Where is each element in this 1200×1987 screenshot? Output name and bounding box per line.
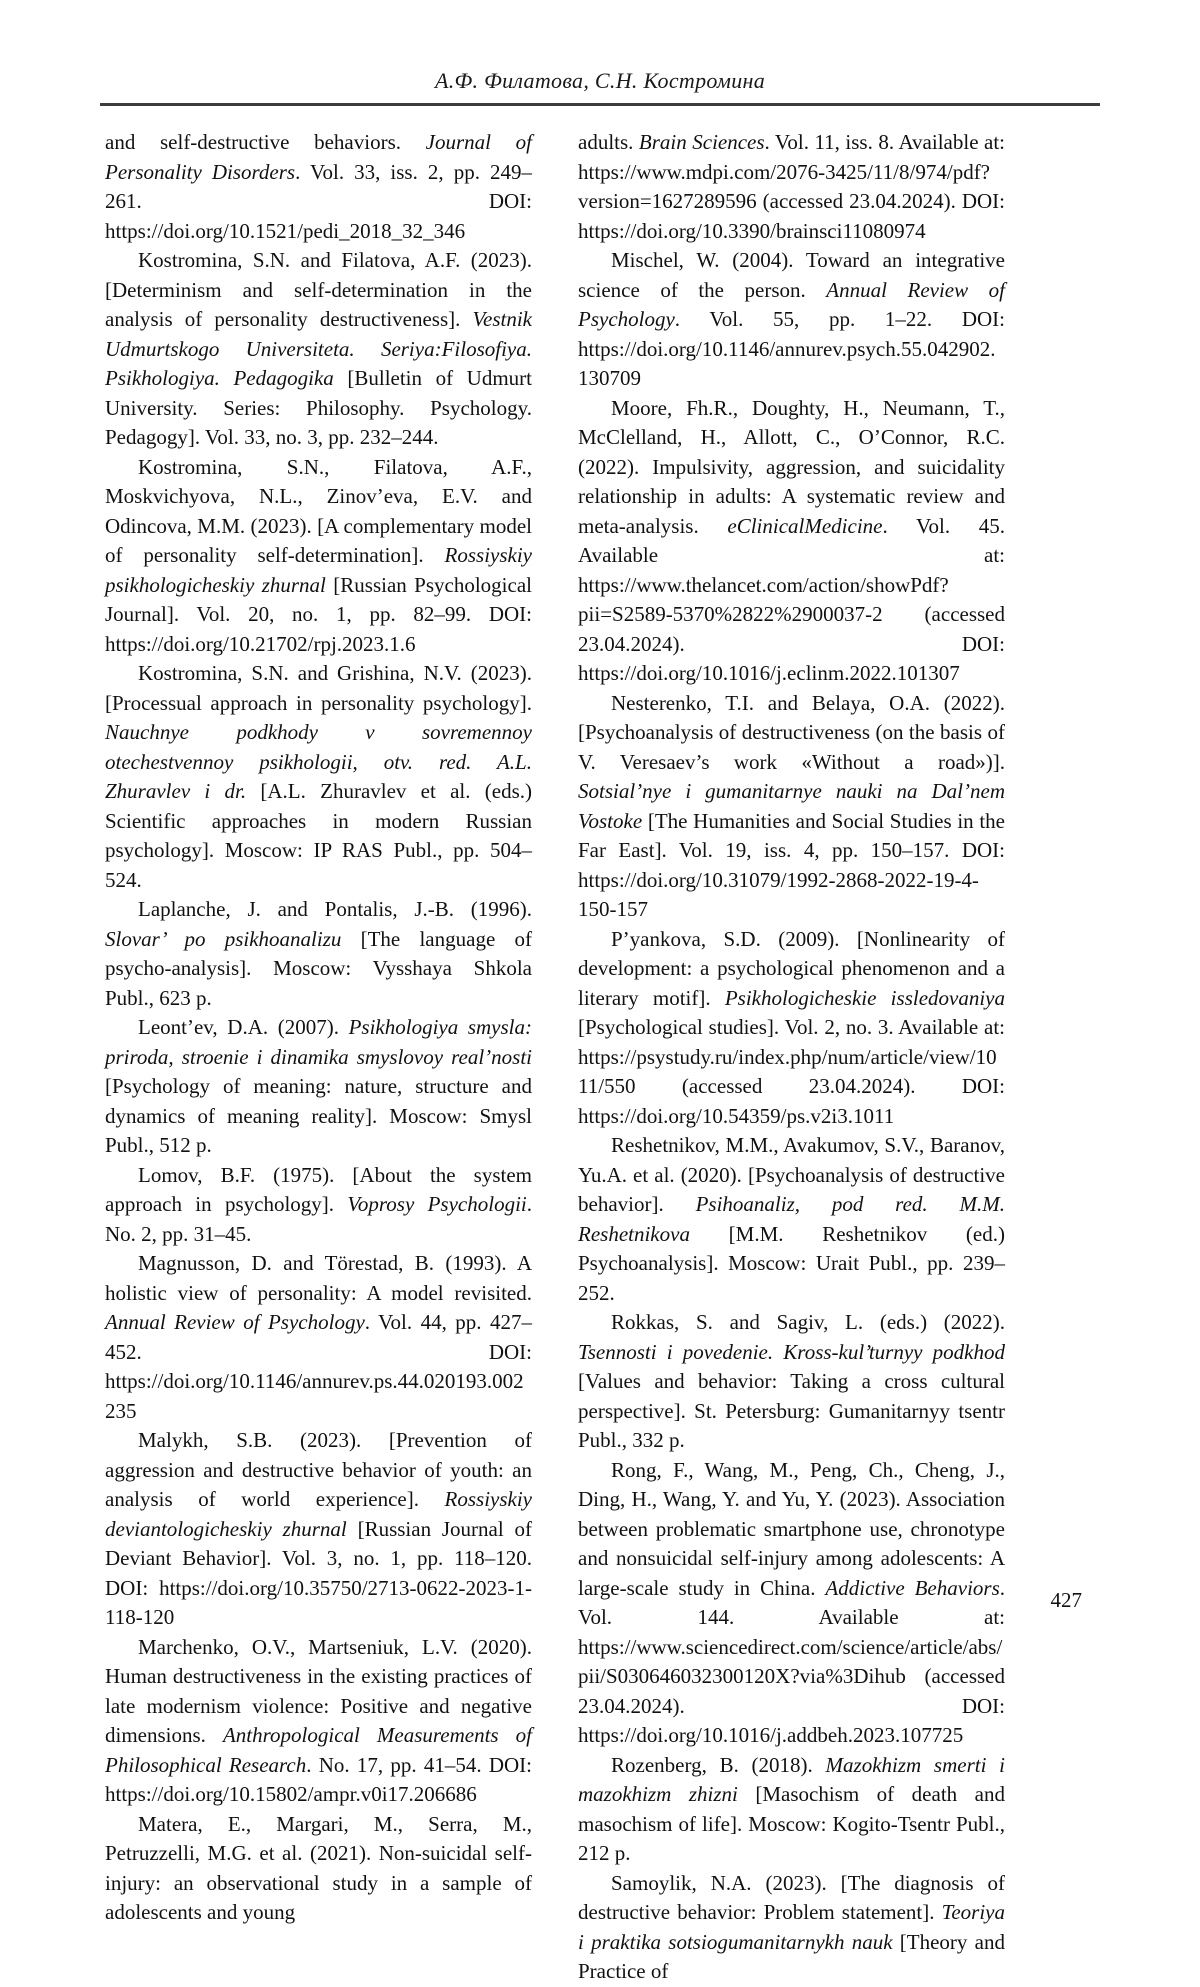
reference-title-italic: eClinicalMedicine xyxy=(727,513,883,538)
reference-text: Lomov, B.F. (1975). [About the system approach in psychology]. xyxy=(105,1162,532,1216)
reference-text: [Russian Journal of Deviant Behavior]. Vol. 3, no. 1, pp. 118–120. DOI: https://doi.org/10.35750/2713-0622-2023-1-118-120 xyxy=(105,1516,532,1629)
reference-title-italic: Nauchnye podkhody v sovremennoy otechestvennoy psikhologii, otv. red. A.L. Zhuravlev i dr. xyxy=(105,720,532,803)
reference-entry xyxy=(578,128,1005,246)
reference-columns xyxy=(105,128,1106,1987)
reference-text: . Vol. 33, iss. 2, pp. 249–261. DOI: https://doi.org/10.1521/pedi_2018_32_346 xyxy=(105,159,532,243)
reference-text: [The Humanities and Social Studies in the Far East]. Vol. 19, iss. 4, pp. 150–157. DOI: https://doi.org/10.31079/1992-2868-2022-19-4-150-157 xyxy=(578,808,1005,921)
reference-text: adults. xyxy=(578,130,639,154)
reference-entry xyxy=(105,1810,532,1928)
reference-text: Matera, E., Margari, M., Serra, M., Petruzzelli, M.G. et al. (2021). Non-suicidal self-injury: an observational study in a sample of adolescents and young xyxy=(105,1811,532,1924)
reference-title-italic: Anthropological Measurements of Philosophical Research xyxy=(105,1723,532,1777)
reference-title-italic: Brain Sciences xyxy=(638,130,765,154)
reference-text: [Bulletin of Udmurt University. Series: Philosophy. Psychology. Pedagogy]. Vol. 33, no. 3, pp. 232–244. xyxy=(105,366,532,449)
reference-text: [M.M. Reshetnikov (ed.) Psychoanalysis]. Moscow: Urait Publ., pp. 239–252. xyxy=(578,1221,1005,1305)
reference-text: Reshetnikov, M.M., Avakumov, S.V., Baranov, Yu.A. et al. (2020). [Psychoanalysis of destructive behavior]. xyxy=(578,1133,1005,1216)
reference-title-italic: Vestnik Udmurtskogo Universiteta. Seriya:Filosofiya. Psikhologiya. Pedagogika xyxy=(105,307,532,390)
reference-text: [Masochism of death and masochism of life]. Moscow: Kogito-Tsentr Publ., 212 p. xyxy=(578,1782,1005,1865)
reference-text: [Psychology of meaning: nature, structure and dynamics of meaning reality]. Moscow: Smysl Publ., 512 p. xyxy=(105,1074,532,1157)
reference-text: Mischel, W. (2004). Toward an integrative science of the person. xyxy=(578,248,1005,302)
reference-text: P’yankova, S.D. (2009). [Nonlinearity of development: a psychological phenomenon and a literary motif]. xyxy=(578,926,1005,1010)
reference-text: Malykh, S.B. (2023). [Prevention of aggression and destructive behavior of youth: an analysis of world experience]. xyxy=(105,1428,532,1511)
reference-text: [Values and behavior: Taking a cross cultural perspective]. St. Petersburg: Gumanitarnyy tsentr Publ., 332 p. xyxy=(578,1369,1005,1452)
reference-entry xyxy=(578,1131,1005,1308)
reference-text: . Vol. 11, iss. 8. Available at: https://www.mdpi.com/2076-3425/11/8/974/pdf?version=1627289596 (accessed 23.04.2024). DOI: https://doi.org/10.3390/brainsci11080974 xyxy=(578,130,1006,243)
reference-text: Kostromina, S.N., Filatova, A.F., Moskvichyova, N.L., Zinov’eva, E.V. and Odincova, M.M. (2023). [A complementary model of personality self-determination]. xyxy=(105,454,532,567)
reference-text: Rong, F., Wang, M., Peng, Ch., Cheng, J., Ding, H., Wang, Y. and Yu, Y. (2023). Association between problematic smartphone use, chronotype and nonsuicidal self-injury among adolescents: A large-scale study in China. xyxy=(578,1457,1005,1600)
reference-text: . Vol. 44, pp. 427–452. DOI: https://doi.org/10.1146/annurev.ps.44.020193.002235 xyxy=(105,1310,532,1423)
reference-entry xyxy=(578,1869,1005,1987)
page-number: 427 xyxy=(1050,1588,1082,1612)
reference-entry xyxy=(105,659,532,895)
reference-text: . Vol. 55, pp. 1–22. DOI: https://doi.org/10.1146/annurev.psych.55.042902.130709 xyxy=(578,307,1005,390)
reference-title-italic: Psikhologiya smysla: priroda, stroenie i dinamika smyslovoy real’nosti xyxy=(105,1015,532,1069)
reference-entry xyxy=(105,895,532,1013)
reference-entry xyxy=(578,1751,1005,1869)
reference-title-italic: Journal of Personality Disorders xyxy=(105,130,532,184)
reference-entry xyxy=(578,689,1005,925)
reference-entry xyxy=(578,1308,1005,1456)
reference-text: Kostromina, S.N. and Grishina, N.V. (2023). [Processual approach in personality psychology]. xyxy=(105,661,532,715)
reference-text: [Russian Psychological Journal]. Vol. 20, no. 1, pp. 82–99. DOI: https://doi.org/10.21702/rpj.2023.1.6 xyxy=(105,572,532,656)
running-head: А.Ф. Филатова, С.Н. Костромина xyxy=(434,68,766,93)
reference-entry xyxy=(578,394,1005,689)
reference-entry xyxy=(105,128,532,246)
reference-title-italic: Teoriya i praktika sotsiogumanitarnykh nauk xyxy=(578,1900,1005,1954)
reference-text: Moore, Fh.R., Doughty, H., Neumann, T., McClelland, H., Allott, C., O’Connor, R.C. (2022). Impulsivity, aggression, and suicidality relationship in adults: A systematic review and meta-analysis. xyxy=(578,395,1005,538)
reference-text: [Psychological studies]. Vol. 2, no. 3. Available at: https://psystudy.ru/index.php/num/article/view/1011/550 (accessed 23.04.2024). DOI: https://doi.org/10.54359/ps.v2i3.1011 xyxy=(578,1015,1005,1128)
reference-text: . No. 17, pp. 41–54. DOI: https://doi.org/10.15802/ampr.v0i17.206686 xyxy=(105,1752,532,1806)
reference-title-italic: Voprosy Psychologii xyxy=(347,1192,527,1216)
reference-text: Marchenko, O.V., Martseniuk, L.V. (2020). Human destructiveness in the existing practices of late modernism violence: Positive and negative dimensions. xyxy=(105,1634,532,1747)
reference-title-italic: Rossiyskiy psikhologicheskiy zhurnal xyxy=(105,543,532,597)
reference-title-italic: Sotsial’nye i gumanitarnye nauki na Dal’nem Vostoke xyxy=(578,779,1005,833)
reference-text: . Vol. 144. Available at: https://www.sciencedirect.com/science/article/abs/pii/S030646032300120X?via%3Dihub (accessed 23.04.2024). DOI: https://doi.org/10.1016/j.addbeh.2023.107725 xyxy=(578,1575,1005,1747)
reference-title-italic: Psikhologicheskie issledovaniya xyxy=(724,985,1005,1010)
reference-text: Rokkas, S. and Sagiv, L. (eds.) (2022). xyxy=(611,1310,1005,1334)
reference-text: Rozenberg, B. (2018). xyxy=(611,1752,826,1777)
reference-entry xyxy=(105,1013,532,1161)
reference-text: Magnusson, D. and Törestad, B. (1993). A holistic view of personality: A model revisited. xyxy=(105,1251,532,1305)
reference-title-italic: Psihoanaliz, pod red. M.M. Reshetnikova xyxy=(578,1192,1005,1246)
reference-entry xyxy=(105,1249,532,1426)
reference-text: [Theory and Practice of xyxy=(578,1929,1005,1983)
reference-text: [A.L. Zhuravlev et al. (eds.) Scientific approaches in modern Russian psychology]. Moscow: IP RAS Publ., pp. 504–524. xyxy=(105,779,532,892)
reference-text: and self-destructive behaviors. xyxy=(105,130,426,154)
reference-entry xyxy=(105,1161,532,1250)
reference-title-italic: Annual Review of Psychology xyxy=(105,1310,365,1334)
reference-entry xyxy=(105,246,532,453)
reference-text: Kostromina, S.N. and Filatova, A.F. (2023). [Determinism and self-determination in the analysis of personality destructiveness]. xyxy=(105,248,532,331)
references-left-column xyxy=(105,128,532,1987)
reference-entry xyxy=(578,246,1005,394)
header-rule xyxy=(100,103,1100,106)
references-right-column xyxy=(578,128,1005,1987)
reference-title-italic: Mazokhizm smerti i mazokhizm zhizni xyxy=(578,1752,1005,1806)
reference-title-italic: Slovar’ po psikhoanalizu xyxy=(105,926,342,951)
reference-text: Laplanche, J. and Pontalis, J.-B. (1996). xyxy=(138,897,532,921)
reference-text: [The language of psycho-analysis]. Moscow: Vysshaya Shkola Publ., 623 p. xyxy=(105,926,532,1010)
reference-title-italic: Rossiyskiy deviantologicheskiy zhurnal xyxy=(105,1487,532,1541)
reference-text: Nesterenko, T.I. and Belaya, O.A. (2022). [Psychoanalysis of destructiveness (on the basis of V. Veresaev’s work «Without a road»)]. xyxy=(578,690,1005,774)
reference-entry xyxy=(105,453,532,660)
reference-title-italic: Tsennosti i povedenie. Kross-kul’turnyy podkhod xyxy=(578,1339,1005,1364)
reference-text: Leont’ev, D.A. (2007). xyxy=(138,1015,349,1039)
reference-title-italic: Addictive Behaviors xyxy=(825,1575,1000,1600)
reference-entry xyxy=(105,1633,532,1810)
reference-text: Samoylik, N.A. (2023). [The diagnosis of destructive behavior: Problem statement]. xyxy=(578,1870,1005,1924)
reference-text: . Vol. 45. Available at: https://www.thelancet.com/action/showPdf?pii=S2589-5370%2822%2900037-2 (accessed 23.04.2024). DOI: https://doi.org/10.1016/j.eclinm.2022.101307 xyxy=(578,513,1005,685)
reference-title-italic: Annual Review of Psychology xyxy=(578,277,1005,331)
reference-text: . No. 2, pp. 31–45. xyxy=(105,1192,532,1246)
reference-entry xyxy=(578,925,1005,1132)
